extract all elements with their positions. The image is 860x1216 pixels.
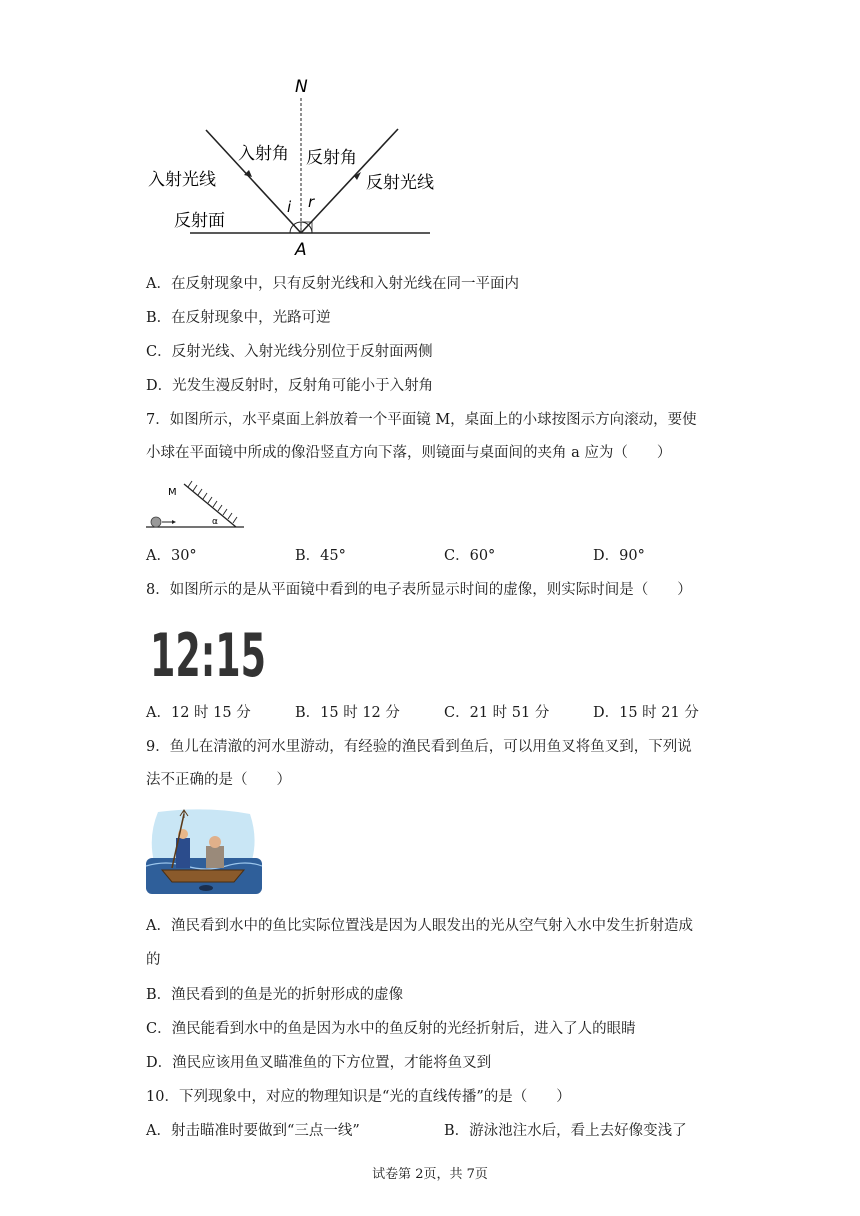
q6-option-b: B．在反射现象中，光路可逆: [146, 310, 331, 326]
q9-stem-line2: 法不正确的是（ ）: [146, 772, 291, 788]
q7-option-b: B．45°: [295, 548, 346, 564]
normal-label: N: [295, 77, 308, 97]
angle-r-label: r: [308, 193, 315, 211]
q6-option-a: A．在反射现象中，只有反射光线和入射光线在同一平面内: [146, 276, 519, 292]
q9-stem-line1: 9．鱼儿在清澈的河水里游动，有经验的渔民看到鱼后，可以用鱼叉将鱼叉到，下列说: [146, 739, 692, 755]
q8-stem: 8．如图所示的是从平面镜中看到的电子表所显示时间的虚像，则实际时间是（ ）: [146, 582, 692, 598]
alpha-label: α: [212, 517, 218, 527]
angle-i-label: i: [287, 198, 292, 216]
reflect-angle-label: 反射角: [306, 148, 357, 168]
q8-option-d: D．15 时 21 分: [593, 705, 699, 721]
q6-option-c: C．反射光线、入射光线分别位于反射面两侧: [146, 344, 433, 360]
point-label: A: [295, 240, 307, 260]
q6-option-d: D．光发生漫反射时，反射角可能小于入射角: [146, 378, 434, 394]
q10-option-b: B．游泳池注水后，看上去好像变浅了: [444, 1123, 687, 1139]
mirror-diagram: [144, 476, 248, 532]
q9-option-c: C．渔民能看到水中的鱼是因为水中的鱼反射的光经折射后，进入了人的眼睛: [146, 1021, 636, 1037]
incident-angle-label: 入射角: [238, 144, 289, 164]
q8-option-b: B．15 时 12 分: [295, 705, 400, 721]
q7-option-c: C．60°: [444, 548, 496, 564]
q7-option-a: A．30°: [146, 548, 197, 564]
reflection-diagram: [140, 72, 440, 262]
q8-option-c: C．21 时 51 分: [444, 705, 550, 721]
mirror-m-label: M: [168, 487, 177, 498]
q10-option-a: A．射击瞄准时要做到“三点一线”: [146, 1123, 360, 1139]
q9-option-d: D．渔民应该用鱼叉瞄准鱼的下方位置，才能将鱼叉到: [146, 1055, 492, 1071]
q9-option-a-line2: 的: [146, 952, 161, 968]
q10-stem: 10．下列现象中，对应的物理知识是“光的直线传播”的是（ ）: [146, 1089, 571, 1105]
q8-option-a: A．12 时 15 分: [146, 705, 251, 721]
incident-ray-label: 入射光线: [148, 170, 216, 190]
q7-stem-line2: 小球在平面镜中所成的像沿竖直方向下落，则镜面与桌面间的夹角 a 应为（ ）: [146, 445, 672, 461]
clock-digits: 12:15: [150, 621, 266, 691]
q7-option-d: D．90°: [593, 548, 645, 564]
q7-stem-line1: 7．如图所示，水平桌面上斜放着一个平面镜 M，桌面上的小球按图示方向滚动，要使: [146, 412, 697, 428]
fishermen-boat-illustration: [146, 808, 262, 894]
mirror-clock-image: [148, 621, 268, 691]
page-footer: 试卷第 2页，共 7页: [372, 1167, 488, 1182]
q9-option-a-line1: A．渔民看到水中的鱼比实际位置浅是因为人眼发出的光从空气射入水中发生折射造成: [146, 918, 693, 934]
reflected-ray-label: 反射光线: [366, 173, 434, 193]
surface-label: 反射面: [174, 211, 225, 231]
q9-option-b: B．渔民看到的鱼是光的折射形成的虚像: [146, 987, 404, 1003]
